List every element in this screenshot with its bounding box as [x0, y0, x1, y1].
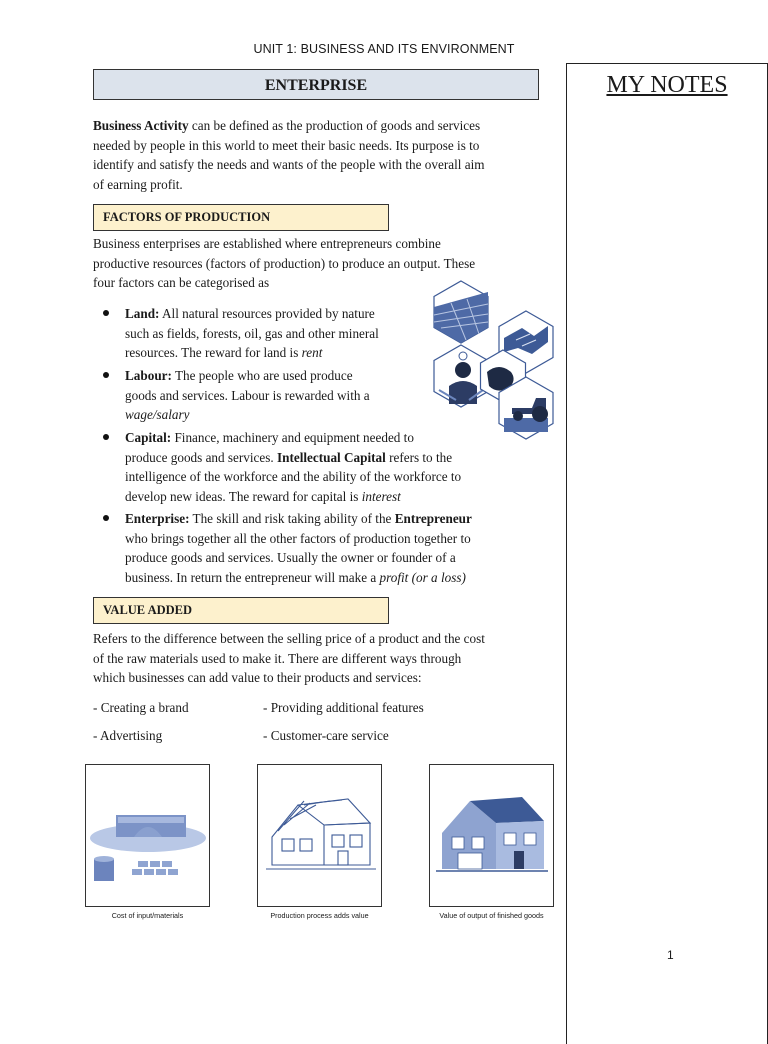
- value-item-features: - Providing additional features: [263, 700, 424, 715]
- land-text-3: resources. The reward for land is: [125, 345, 302, 360]
- enterprise-line-4: [125, 568, 466, 588]
- intro-line-4: of earning profit.: [93, 176, 183, 192]
- labour-hexagon: [434, 345, 488, 407]
- notes-title: MY NOTES: [606, 72, 728, 98]
- page-title: ENTERPRISE: [93, 69, 539, 100]
- bullet-land: [103, 310, 109, 316]
- bullet-capital: [103, 434, 109, 440]
- value-added-line-3: which businesses can add value to their products and services:: [93, 670, 422, 685]
- capital-text-2b: refers to the: [385, 449, 453, 465]
- capital-label: Capital:: [125, 430, 172, 445]
- enterprise-line-3: produce goods and services. Usually the owner or founder of a: [125, 550, 456, 565]
- capital-text-4: develop new ideas. The reward for capital is: [125, 488, 362, 504]
- caption-materials: Cost of input/materials: [111, 911, 184, 920]
- land-reward: rent: [301, 345, 323, 360]
- unit-header: UNIT 1: BUSINESS AND ITS ENVIRONMENT: [253, 42, 515, 56]
- enterprise-line-1: [125, 509, 472, 529]
- value-added-heading: VALUE ADDED: [93, 597, 389, 624]
- finished-house-image: [429, 764, 554, 907]
- page-number: 1: [667, 948, 674, 962]
- land-line-1: [125, 304, 375, 324]
- intro-line-1: [93, 116, 480, 136]
- bullet-enterprise: [103, 515, 109, 521]
- materials-image: [85, 764, 210, 907]
- intellectual-capital-term: Intellectual Capital: [276, 449, 386, 465]
- intro-line-3: identify and satisfy the needs and wants of the people with the overall aim: [93, 157, 485, 172]
- capital-reward: interest: [361, 488, 401, 504]
- enterprise-reward: profit (or a loss): [379, 569, 466, 585]
- factors-intro-1: Business enterprises are established where entrepreneurs combine: [93, 236, 441, 251]
- value-added-line-2: of the raw materials used to make it. There are different ways through: [93, 650, 462, 666]
- intro-line-2: needed by people in this world to meet their basic needs. Its purpose is to: [93, 137, 480, 153]
- labour-line-3: [125, 405, 189, 425]
- labour-label: Labour:: [125, 368, 172, 383]
- land-line-2: such as fields, forests, oil, gas and other mineral: [125, 325, 379, 341]
- land-text-1: All natural resources provided by nature: [159, 306, 375, 321]
- entrepreneur-term: Entrepreneur: [394, 511, 472, 526]
- bullet-labour: [103, 372, 109, 378]
- value-item-customer-care: - Customer-care service: [263, 728, 389, 743]
- enterprise-text-1: The skill and risk taking ability of the: [189, 511, 395, 526]
- factors-hexagon-illustration: [423, 280, 563, 442]
- value-added-line-1: Refers to the difference between the selling price of a product and the cost: [93, 631, 485, 646]
- labour-line-2: goods and services. Labour is rewarded with a: [125, 387, 370, 403]
- capital-line-4: [125, 487, 401, 507]
- intro-line-1-text: can be defined as the production of goods and services: [188, 118, 481, 133]
- enterprise-text-4: business. In return the entrepreneur will make a: [125, 569, 380, 585]
- factors-intro-3: four factors can be categorised as: [93, 275, 270, 290]
- value-item-advertising: - Advertising: [93, 728, 163, 743]
- factors-intro-2: productive resources (factors of production) to produce an output. These: [93, 255, 476, 271]
- construction-image: [257, 764, 382, 907]
- caption-production: Production process adds value: [270, 911, 369, 920]
- labour-text-1: The people who are used produce: [171, 368, 353, 383]
- factors-heading: FACTORS OF PRODUCTION: [93, 204, 389, 231]
- capital-text-1: Finance, machinery and equipment needed to: [171, 430, 414, 445]
- caption-output: Value of output of finished goods: [439, 911, 544, 920]
- intro-term: Business Activity: [93, 118, 189, 133]
- value-item-brand: - Creating a brand: [93, 700, 189, 715]
- capital-line-3: intelligence of the workforce and the ability of the workforce to: [125, 469, 462, 484]
- capital-line-2: [125, 448, 452, 468]
- land-label: Land:: [125, 306, 160, 321]
- enterprise-line-2: who brings together all the other factors of production together to: [125, 530, 471, 546]
- labour-reward: wage/salary: [125, 407, 190, 422]
- capital-line-1: [125, 428, 414, 448]
- notes-column: [566, 63, 768, 1044]
- capital-text-2: produce goods and services.: [125, 449, 277, 465]
- land-hexagon: [434, 281, 488, 343]
- enterprise-label: Enterprise:: [125, 511, 190, 526]
- labour-line-1: [125, 366, 353, 386]
- land-line-3: [125, 343, 322, 363]
